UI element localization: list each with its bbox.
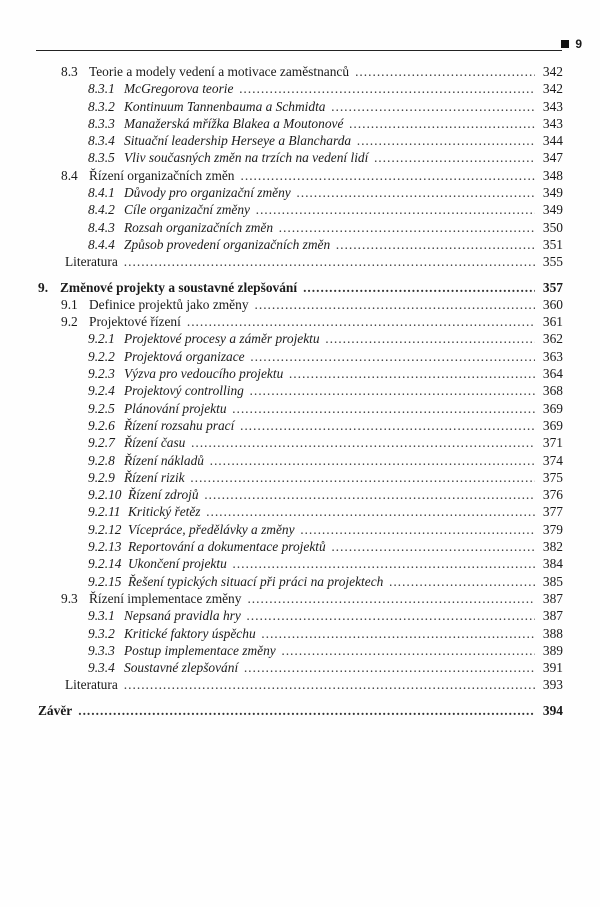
toc-entry-number: 9.2.2	[88, 348, 115, 364]
toc-entry[interactable]	[38, 702, 563, 719]
toc-entry-number: 9.2.4	[88, 383, 115, 399]
toc-entry-number: 9.2.3	[88, 366, 115, 382]
toc-entry-number: 9.2.12	[88, 521, 122, 537]
toc-entry[interactable]	[38, 521, 563, 538]
toc-entry-number: 8.3.3	[88, 115, 115, 131]
toc-entry-page: 382	[542, 539, 563, 555]
toc-entry-title: Rozsah organizačních změn	[124, 219, 274, 235]
toc-entry-title: Cíle organizační změny	[124, 202, 250, 218]
dot-leader	[241, 167, 536, 184]
toc-entry[interactable]	[38, 625, 563, 642]
dot-leader	[355, 63, 535, 80]
toc-entry[interactable]	[38, 538, 563, 555]
toc-entry-title: Projektová organizace	[124, 348, 245, 364]
toc-entry-number: 9.2	[61, 314, 78, 330]
dot-leader	[256, 201, 535, 218]
dot-leader	[124, 676, 535, 693]
dot-leader	[282, 642, 535, 659]
toc-entry-title: Řízení času	[124, 435, 186, 451]
dot-leader	[332, 98, 536, 115]
toc-entry-number: 9.2.14	[88, 556, 122, 572]
dot-leader	[210, 452, 535, 469]
toc-entry-number: 8.4.4	[88, 236, 115, 252]
toc-entry-page: 355	[542, 254, 563, 270]
dot-leader	[191, 434, 535, 451]
toc-entry-number: 9.3.2	[88, 625, 115, 641]
toc-entry-page: 385	[542, 573, 563, 589]
toc-entry-number: 9.2.9	[88, 469, 115, 485]
page-number-label: 9	[575, 37, 582, 51]
toc-entry-title: Řízení rozsahu prací	[124, 417, 235, 433]
toc-entry-page: 375	[542, 469, 563, 485]
toc-entry-number: 9.2.7	[88, 435, 115, 451]
toc-entry-title: Změnové projekty a soustavné zlepšování	[60, 279, 298, 295]
toc-entry-page: 364	[542, 366, 563, 382]
dot-leader	[349, 115, 535, 132]
toc-entry-page: 361	[542, 314, 563, 330]
toc-entry-page: 344	[542, 133, 563, 149]
toc-entry-number: 8.4.1	[88, 185, 115, 201]
toc-entry-title: Kritický řetěz	[128, 504, 201, 520]
dot-leader	[247, 590, 535, 607]
toc-entry-title: Závěr	[38, 702, 73, 718]
toc-entry-page: 376	[542, 487, 563, 503]
toc-entry-title: Způsob provedení organizačních změn	[124, 236, 331, 252]
toc-entry-title: Teorie a modely vedení a motivace zaměstnanců	[89, 64, 350, 79]
toc-entry-number: 8.3.4	[88, 133, 115, 149]
toc-entry[interactable]	[38, 296, 563, 313]
toc-entry-number: 9.2.13	[88, 539, 122, 555]
dot-leader	[389, 573, 535, 590]
toc-entry-page: 371	[542, 435, 563, 451]
toc-entry-number: 9.2.15	[88, 573, 122, 589]
toc-entry-title: Ukončení projektu	[128, 556, 227, 572]
toc-entry-title: Vliv současných změn na trzích na vedení lidí	[124, 150, 369, 166]
toc-entry[interactable]	[38, 115, 563, 132]
toc-entry-number: 9.1	[61, 296, 78, 312]
toc-entry[interactable]	[38, 486, 563, 503]
dot-leader	[244, 659, 535, 676]
toc-entry-page: 360	[542, 296, 563, 312]
toc-entry[interactable]	[38, 382, 563, 399]
dot-leader	[251, 348, 535, 365]
toc-entry-number: 9.2.11	[88, 504, 121, 520]
dot-leader	[374, 149, 535, 166]
toc-entry[interactable]	[38, 676, 563, 693]
toc-entry-page: 391	[542, 660, 563, 676]
toc-entry-page: 394	[542, 702, 563, 718]
toc-entry-page: 387	[542, 608, 563, 624]
toc-entry-page: 389	[542, 642, 563, 658]
toc-entry-page: 377	[542, 504, 563, 520]
toc-entry[interactable]	[38, 642, 563, 659]
toc-entry-number: 8.4.2	[88, 202, 115, 218]
toc-entry-page: 388	[542, 625, 563, 641]
toc-entry-title: Řízení implementace změny	[89, 590, 242, 606]
toc-entry-title: Výzva pro vedoucího projektu	[124, 366, 284, 382]
toc-entry-title: Projektové procesy a záměr projektu	[124, 331, 320, 347]
toc-entry-title: Vícepráce, předělávky a změny	[128, 521, 295, 537]
toc-entry-page: 362	[542, 331, 563, 347]
toc-entry-title: Projektový controlling	[124, 383, 244, 399]
dot-leader	[326, 330, 535, 347]
toc-entry-title: Řešení typických situací při práci na projektech	[128, 573, 384, 589]
toc-entry[interactable]	[38, 313, 563, 330]
toc-entry-page: 368	[542, 383, 563, 399]
toc-entry-title: Reportování a dokumentace projektů	[128, 539, 326, 555]
square-bullet-icon	[561, 40, 569, 48]
toc-entry-page: 384	[542, 556, 563, 572]
dot-leader	[297, 184, 535, 201]
toc-entry-title: Literatura	[65, 254, 118, 270]
dot-leader	[207, 503, 535, 520]
toc-entry-page: 369	[542, 400, 563, 416]
dot-leader	[289, 365, 535, 382]
toc-entry-number: 8.4.3	[88, 219, 115, 235]
dot-leader	[336, 236, 535, 253]
page-number	[561, 37, 582, 51]
toc-entry[interactable]	[38, 365, 563, 382]
toc-entry-title: Literatura	[65, 677, 118, 693]
toc-entry[interactable]	[38, 607, 563, 624]
toc-entry[interactable]	[38, 590, 563, 607]
toc-entry-page: 387	[542, 590, 563, 606]
dot-leader	[262, 625, 535, 642]
toc-entry-number: 9.2.8	[88, 452, 115, 468]
toc-entry-number: 8.3.1	[88, 81, 115, 97]
toc-entry[interactable]	[38, 503, 563, 520]
toc-entry-page: 343	[542, 98, 563, 114]
toc-entry-page: 379	[542, 521, 563, 537]
toc-entry-page: 347	[542, 150, 563, 166]
toc-entry[interactable]	[38, 659, 563, 676]
toc-entry-number: 9.2.6	[88, 417, 115, 433]
toc-entry[interactable]	[38, 279, 563, 296]
toc-entry-page: 363	[542, 348, 563, 364]
table-of-contents	[38, 63, 563, 719]
toc-entry-page: 369	[542, 417, 563, 433]
dot-leader	[205, 486, 535, 503]
section-spacer	[38, 271, 563, 279]
toc-entry[interactable]	[38, 573, 563, 590]
toc-entry-page: 393	[542, 677, 563, 693]
toc-entry-title: Soustavné zlepšování	[124, 660, 239, 676]
toc-entry-title: Kritické faktory úspěchu	[124, 625, 256, 641]
toc-entry[interactable]	[38, 348, 563, 365]
toc-entry-page: 349	[542, 202, 563, 218]
toc-entry[interactable]	[38, 236, 563, 253]
toc-entry[interactable]	[38, 184, 563, 201]
dot-leader	[187, 313, 535, 330]
toc-entry-number: 8.3	[61, 64, 78, 79]
toc-entry[interactable]	[38, 219, 563, 236]
toc-entry[interactable]	[38, 555, 563, 572]
toc-entry-page: 349	[542, 185, 563, 201]
toc-entry-number: 9.3.1	[88, 608, 115, 624]
toc-entry-page: 343	[542, 115, 563, 131]
toc-entry-page: 374	[542, 452, 563, 468]
toc-entry-number: 8.4	[61, 167, 78, 183]
toc-entry-title: Manažerská mřížka Blakea a Moutonové	[124, 115, 344, 131]
toc-entry-title: Řízení nákladů	[124, 452, 204, 468]
toc-entry-title: Řízení zdrojů	[128, 487, 199, 503]
toc-entry[interactable]	[38, 167, 563, 184]
dot-leader	[191, 469, 535, 486]
toc-entry[interactable]	[38, 132, 563, 149]
toc-entry[interactable]	[38, 63, 563, 80]
toc-entry-page: 342	[542, 81, 563, 97]
toc-entry-title: Definice projektů jako změny	[89, 296, 249, 312]
dot-leader	[332, 538, 535, 555]
dot-leader	[124, 253, 535, 270]
toc-entry[interactable]	[38, 149, 563, 166]
toc-entry[interactable]	[38, 330, 563, 347]
dot-leader	[233, 400, 535, 417]
toc-entry-title: Projektové řízení	[89, 314, 181, 330]
toc-entry-number: 8.3.2	[88, 98, 115, 114]
toc-entry[interactable]	[38, 434, 563, 451]
toc-entry-number: 9.3.3	[88, 642, 115, 658]
dot-leader	[239, 80, 535, 97]
toc-entry[interactable]	[38, 400, 563, 417]
toc-entry-number: 9.	[38, 279, 49, 295]
toc-entry[interactable]	[38, 417, 563, 434]
toc-entry-title: Kontinuum Tannenbauma a Schmidta	[124, 98, 326, 114]
dot-leader	[240, 417, 535, 434]
toc-entry-number: 9.2.1	[88, 331, 115, 347]
dot-leader	[247, 607, 535, 624]
toc-entry-title: Postup implementace změny	[124, 642, 276, 658]
toc-entry-title: Nepsaná pravidla hry	[124, 608, 241, 624]
toc-entry-number: 9.2.10	[88, 487, 122, 503]
toc-entry-page: 351	[542, 236, 563, 252]
toc-entry-page: 357	[542, 279, 563, 295]
dot-leader	[233, 555, 535, 572]
header-rule	[36, 50, 562, 51]
toc-entry[interactable]	[38, 98, 563, 115]
toc-entry-title: Řízení organizačních změn	[89, 167, 235, 183]
dot-leader	[78, 702, 535, 719]
toc-entry[interactable]	[38, 452, 563, 469]
toc-entry-title: Situační leadership Herseye a Blancharda	[124, 133, 352, 149]
dot-leader	[303, 279, 535, 296]
toc-entry-page: 342	[542, 64, 563, 79]
dot-leader	[301, 521, 535, 538]
toc-entry-page: 348	[542, 167, 563, 183]
toc-entry[interactable]	[38, 80, 563, 97]
toc-entry-title: Důvody pro organizační změny	[124, 185, 291, 201]
toc-entry-page: 350	[542, 219, 563, 235]
dot-leader	[250, 382, 535, 399]
toc-entry[interactable]	[38, 469, 563, 486]
section-spacer	[38, 694, 563, 702]
dot-leader	[255, 296, 535, 313]
toc-entry-number: 9.3.4	[88, 660, 115, 676]
toc-entry[interactable]	[38, 253, 563, 270]
toc-entry[interactable]	[38, 201, 563, 218]
toc-entry-number: 9.2.5	[88, 400, 115, 416]
toc-entry-number: 8.3.5	[88, 150, 115, 166]
dot-leader	[357, 132, 535, 149]
toc-entry-number: 9.3	[61, 590, 78, 606]
toc-entry-title: Plánování projektu	[124, 400, 227, 416]
dot-leader	[279, 219, 535, 236]
toc-entry-title: McGregorova teorie	[124, 81, 234, 97]
toc-entry-title: Řízení rizik	[124, 469, 185, 485]
